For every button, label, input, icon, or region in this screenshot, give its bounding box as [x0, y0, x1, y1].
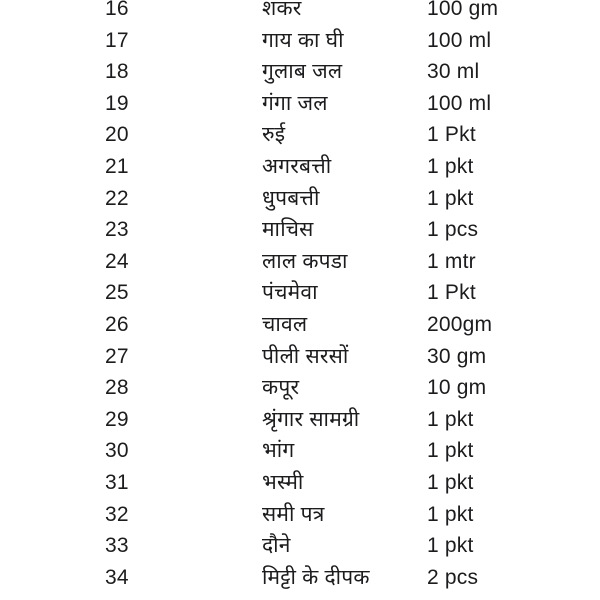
serial-number: 20 [105, 123, 129, 147]
serial-number: 28 [105, 376, 129, 400]
item-quantity: 1 pkt [427, 154, 474, 178]
item-quantity: 30 gm [427, 344, 487, 368]
serial-number: 31 [105, 470, 129, 494]
table-row [0, 372, 600, 404]
item-name: अगरबत्ती [262, 154, 332, 178]
item-quantity: 1 Pkt [427, 281, 476, 305]
item-quantity: 1 Pkt [427, 123, 476, 147]
item-quantity: 30 ml [427, 60, 480, 84]
table-row [0, 309, 600, 341]
serial-number: 19 [105, 91, 129, 115]
serial-number: 30 [105, 439, 129, 463]
table-row [0, 467, 600, 499]
item-name: दौने [262, 534, 291, 558]
item-name: भांग [262, 439, 295, 463]
table-row [0, 530, 600, 562]
item-quantity: 100 ml [427, 91, 492, 115]
serial-number: 21 [105, 154, 129, 178]
serial-number: 25 [105, 281, 129, 305]
item-quantity: 1 pkt [427, 502, 474, 526]
item-quantity: 1 pkt [427, 439, 474, 463]
item-name: कपूर [262, 376, 300, 400]
item-name: गुलाब जल [262, 60, 343, 84]
serial-number: 32 [105, 502, 129, 526]
table-row [0, 562, 600, 594]
table-row [0, 0, 600, 25]
item-quantity: 1 mtr [427, 249, 476, 273]
item-quantity: 1 pkt [427, 407, 474, 431]
item-name: गाय का घी [262, 28, 344, 52]
table-row [0, 246, 600, 278]
item-name: श्रृंगार सामग्री [262, 407, 360, 431]
item-name: लाल कपडा [262, 249, 348, 273]
table-row [0, 88, 600, 120]
serial-number: 18 [105, 60, 129, 84]
table-row [0, 341, 600, 373]
item-quantity: 2 pcs [427, 565, 479, 589]
serial-number: 24 [105, 249, 129, 273]
item-name: माचिस [262, 218, 314, 242]
item-quantity: 100 ml [427, 28, 492, 52]
serial-number: 27 [105, 344, 129, 368]
table-row [0, 435, 600, 467]
serial-number: 23 [105, 218, 129, 242]
item-quantity: 1 pkt [427, 186, 474, 210]
item-name: धुपबत्ती [262, 186, 320, 210]
table-row [0, 119, 600, 151]
serial-number: 22 [105, 186, 129, 210]
table-row [0, 25, 600, 57]
item-quantity: 100 gm [427, 0, 499, 20]
item-name: गंगा जल [262, 91, 328, 115]
item-quantity: 200gm [427, 312, 493, 336]
item-name: पंचमेवा [262, 281, 318, 305]
serial-number: 16 [105, 0, 129, 20]
table-row [0, 214, 600, 246]
item-quantity: 1 pkt [427, 470, 474, 494]
table-row [0, 151, 600, 183]
table-row [0, 183, 600, 215]
serial-number: 34 [105, 565, 129, 589]
item-quantity: 1 pkt [427, 534, 474, 558]
serial-number: 26 [105, 312, 129, 336]
item-quantity: 1 pcs [427, 218, 479, 242]
item-name: चावल [262, 312, 308, 336]
table-row [0, 499, 600, 531]
table-row [0, 277, 600, 309]
item-name: रुई [262, 123, 286, 147]
item-name: पीली सरसों [262, 344, 349, 368]
item-name: समी पत्र [262, 502, 325, 526]
serial-number: 29 [105, 407, 129, 431]
item-name: मिट्टी के दीपक [262, 565, 370, 589]
item-name: भस्मी [262, 470, 304, 494]
table-row [0, 404, 600, 436]
table-row [0, 56, 600, 88]
serial-number: 17 [105, 28, 129, 52]
item-name: शकर [262, 0, 302, 20]
serial-number: 33 [105, 534, 129, 558]
item-quantity: 10 gm [427, 376, 487, 400]
